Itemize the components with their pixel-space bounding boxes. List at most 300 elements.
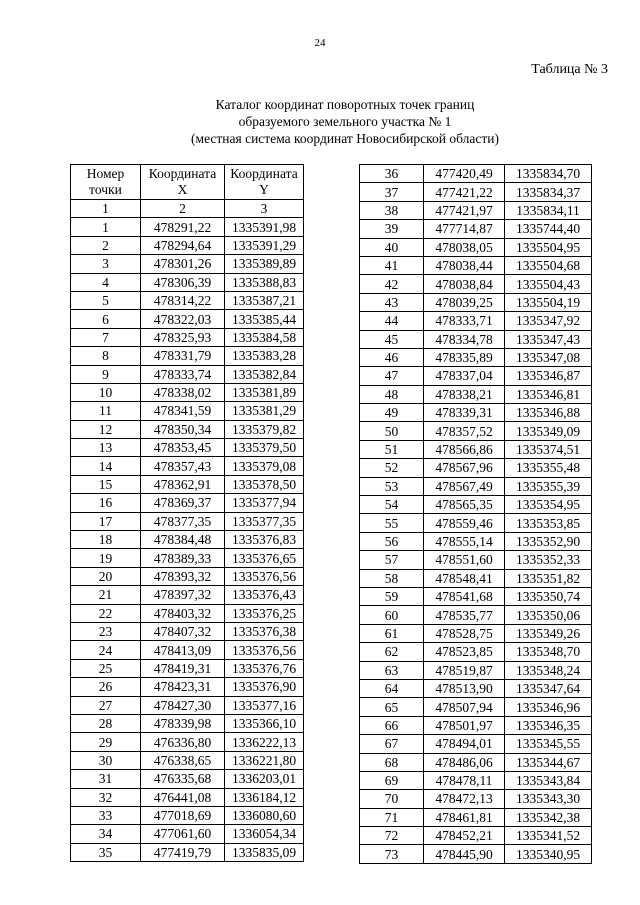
table-row: [360, 845, 592, 863]
point-number-cell: 63: [360, 661, 424, 679]
table-row: [71, 806, 304, 824]
table-row: [71, 291, 304, 309]
point-number-cell: 37: [360, 183, 424, 201]
point-number-cell: 65: [360, 698, 424, 716]
coordinate-x-cell: 477061,60: [141, 825, 225, 843]
table-row: [71, 255, 304, 273]
coordinate-x-cell: 478555,14: [424, 532, 505, 550]
coordinate-x-cell: 478413,09: [141, 641, 225, 659]
point-number-cell: 73: [360, 845, 424, 863]
table-row: [71, 714, 304, 732]
coordinate-y-cell: 1335348,24: [505, 661, 592, 679]
point-number-cell: 8: [71, 347, 141, 365]
point-number-cell: 25: [71, 659, 141, 677]
point-number-cell: 23: [71, 622, 141, 640]
coordinate-x-cell: 478389,33: [141, 549, 225, 567]
table-row: [360, 496, 592, 514]
table-row: [71, 475, 304, 493]
coordinate-y-cell: 1335379,50: [225, 439, 304, 457]
coordinate-y-cell: 1335376,76: [225, 659, 304, 677]
coordinate-y-cell: 1335342,38: [505, 808, 592, 826]
coordinate-y-cell: 1335381,29: [225, 402, 304, 420]
point-number-cell: 71: [360, 808, 424, 826]
coordinate-x-cell: 478339,31: [424, 404, 505, 422]
point-number-cell: 17: [71, 512, 141, 530]
table-row: [71, 770, 304, 788]
table-row: [71, 567, 304, 585]
table-row: [71, 383, 304, 401]
coordinate-x-cell: 478384,48: [141, 531, 225, 549]
table-row: [71, 531, 304, 549]
point-number-cell: 6: [71, 310, 141, 328]
coordinate-y-cell: 1336203,01: [225, 770, 304, 788]
point-number-cell: 34: [71, 825, 141, 843]
table-row: [71, 586, 304, 604]
coordinate-y-cell: 1335341,52: [505, 827, 592, 845]
coordinate-x-cell: 478369,37: [141, 494, 225, 512]
column-index: 1: [71, 200, 141, 218]
table-row: [71, 328, 304, 346]
coordinate-x-cell: 478478,11: [424, 771, 505, 789]
point-number-cell: 43: [360, 293, 424, 311]
coordinate-y-cell: 1335388,83: [225, 273, 304, 291]
table-row: [71, 310, 304, 328]
coordinate-y-cell: 1335350,06: [505, 606, 592, 624]
table-row: [71, 659, 304, 677]
coordinate-x-cell: 478423,31: [141, 678, 225, 696]
coordinate-x-cell: 478513,90: [424, 679, 505, 697]
coordinate-y-cell: 1335353,85: [505, 514, 592, 532]
table-row: [360, 771, 592, 789]
coordinate-x-cell: 478494,01: [424, 735, 505, 753]
table-row: [360, 532, 592, 550]
table-row: [360, 827, 592, 845]
coordinate-y-cell: 1335385,44: [225, 310, 304, 328]
coordinate-y-cell: 1335382,84: [225, 365, 304, 383]
coordinate-x-cell: 478377,35: [141, 512, 225, 530]
coordinate-y-cell: 1335340,95: [505, 845, 592, 863]
coordinate-y-cell: 1335377,35: [225, 512, 304, 530]
table-row: [71, 751, 304, 769]
coordinate-y-cell: 1335352,90: [505, 532, 592, 550]
coordinate-x-cell: 478038,44: [424, 256, 505, 274]
coordinate-y-cell: 1335376,25: [225, 604, 304, 622]
coordinate-x-cell: 477421,22: [424, 183, 505, 201]
coordinate-y-cell: 1335835,09: [225, 843, 304, 861]
point-number-cell: 54: [360, 496, 424, 514]
coordinate-x-cell: 478452,21: [424, 827, 505, 845]
coordinate-x-cell: 478333,74: [141, 365, 225, 383]
point-number-cell: 18: [71, 531, 141, 549]
coordinate-x-cell: 478528,75: [424, 624, 505, 642]
table-row: [360, 551, 592, 569]
caption-line-2: образуемого земельного участка № 1: [238, 114, 452, 129]
table-row: [360, 440, 592, 458]
point-number-cell: 58: [360, 569, 424, 587]
coordinate-y-cell: 1335376,38: [225, 622, 304, 640]
coordinate-x-cell: 476338,65: [141, 751, 225, 769]
coordinate-x-cell: 478338,02: [141, 383, 225, 401]
point-number-cell: 56: [360, 532, 424, 550]
coordinate-y-cell: 1335391,29: [225, 236, 304, 254]
coordinate-y-cell: 1335344,67: [505, 753, 592, 771]
coordinate-x-cell: 478461,81: [424, 808, 505, 826]
point-number-cell: 57: [360, 551, 424, 569]
coordinate-x-cell: 478338,21: [424, 385, 505, 403]
coordinate-y-cell: 1335349,09: [505, 422, 592, 440]
coordinate-x-cell: 478362,91: [141, 475, 225, 493]
table-row: [71, 420, 304, 438]
point-number-cell: 66: [360, 716, 424, 734]
coordinate-y-cell: 1335376,83: [225, 531, 304, 549]
coordinate-y-cell: 1335354,95: [505, 496, 592, 514]
table-row: [360, 367, 592, 385]
table-row: [71, 678, 304, 696]
coordinate-x-cell: 478486,06: [424, 753, 505, 771]
point-number-cell: 5: [71, 291, 141, 309]
coordinate-y-cell: 1335343,84: [505, 771, 592, 789]
coordinate-x-cell: 478314,22: [141, 291, 225, 309]
point-number-cell: 19: [71, 549, 141, 567]
coordinate-x-cell: 478335,89: [424, 348, 505, 366]
coordinate-y-cell: 1335346,96: [505, 698, 592, 716]
table-row: [71, 825, 304, 843]
coordinate-x-cell: 478322,03: [141, 310, 225, 328]
point-number-cell: 68: [360, 753, 424, 771]
coordinate-x-cell: 477018,69: [141, 806, 225, 824]
coordinate-x-cell: 477420,49: [424, 165, 505, 183]
coordinate-x-cell: 478325,93: [141, 328, 225, 346]
table-row: [360, 238, 592, 256]
point-number-cell: 47: [360, 367, 424, 385]
coordinate-y-cell: 1335374,51: [505, 440, 592, 458]
coordinate-y-cell: 1335352,33: [505, 551, 592, 569]
table-row: [71, 549, 304, 567]
table-row: [360, 220, 592, 238]
table-row: [360, 348, 592, 366]
table-row: [71, 218, 304, 236]
coordinate-y-cell: 1335504,95: [505, 238, 592, 256]
table-row: [71, 347, 304, 365]
coordinate-x-cell: 478566,86: [424, 440, 505, 458]
point-number-cell: 1: [71, 218, 141, 236]
point-number-cell: 22: [71, 604, 141, 622]
point-number-cell: 44: [360, 312, 424, 330]
table-row: [360, 477, 592, 495]
coordinate-y-cell: 1335350,74: [505, 587, 592, 605]
table-row: [360, 790, 592, 808]
coordinate-x-cell: 478541,68: [424, 587, 505, 605]
coordinate-y-cell: 1335383,28: [225, 347, 304, 365]
coordinate-y-cell: 1335366,10: [225, 714, 304, 732]
page-number: 24: [314, 37, 326, 49]
point-number-cell: 32: [71, 788, 141, 806]
coordinate-x-cell: 478333,71: [424, 312, 505, 330]
table-row: [360, 293, 592, 311]
coordinate-x-cell: 478445,90: [424, 845, 505, 863]
coordinate-y-cell: 1335389,89: [225, 255, 304, 273]
coordinate-y-cell: 1335345,55: [505, 735, 592, 753]
point-number-cell: 9: [71, 365, 141, 383]
point-number-cell: 42: [360, 275, 424, 293]
coordinates-table-left: [70, 164, 304, 862]
header-point-number: Номер точки: [71, 165, 141, 200]
point-number-cell: 4: [71, 273, 141, 291]
point-number-cell: 60: [360, 606, 424, 624]
coordinate-y-cell: 1335351,82: [505, 569, 592, 587]
coordinate-x-cell: 477714,87: [424, 220, 505, 238]
point-number-cell: 51: [360, 440, 424, 458]
table-row: [360, 514, 592, 532]
table-row: [71, 236, 304, 254]
coordinate-x-cell: 478535,77: [424, 606, 505, 624]
coordinate-y-cell: 1335355,48: [505, 459, 592, 477]
point-number-cell: 59: [360, 587, 424, 605]
table-row: [360, 404, 592, 422]
coordinate-y-cell: 1335347,92: [505, 312, 592, 330]
point-number-cell: 36: [360, 165, 424, 183]
column-index: 2: [141, 200, 225, 218]
coordinate-x-cell: 477421,97: [424, 201, 505, 219]
coordinate-y-cell: 1336184,12: [225, 788, 304, 806]
table-row: [360, 275, 592, 293]
point-number-cell: 7: [71, 328, 141, 346]
table-row: [360, 330, 592, 348]
coordinate-y-cell: 1336221,80: [225, 751, 304, 769]
coordinate-y-cell: 1335379,08: [225, 457, 304, 475]
point-number-cell: 49: [360, 404, 424, 422]
point-number-cell: 62: [360, 643, 424, 661]
coordinate-x-cell: 478357,52: [424, 422, 505, 440]
coordinate-y-cell: 1335384,58: [225, 328, 304, 346]
column-index-row: [71, 200, 304, 218]
table-row: [360, 643, 592, 661]
coordinate-y-cell: 1335387,21: [225, 291, 304, 309]
coordinate-y-cell: 1335504,19: [505, 293, 592, 311]
table-row: [360, 624, 592, 642]
coordinate-y-cell: 1335378,50: [225, 475, 304, 493]
coordinate-y-cell: 1335346,88: [505, 404, 592, 422]
coordinate-x-cell: 478334,78: [424, 330, 505, 348]
table-row: [360, 735, 592, 753]
table-row: [71, 273, 304, 291]
coordinate-x-cell: 478339,98: [141, 714, 225, 732]
coordinate-y-cell: 1335381,89: [225, 383, 304, 401]
coordinate-y-cell: 1336054,34: [225, 825, 304, 843]
coordinate-x-cell: 476335,68: [141, 770, 225, 788]
point-number-cell: 41: [360, 256, 424, 274]
coordinate-y-cell: 1335376,56: [225, 567, 304, 585]
coordinate-y-cell: 1335343,30: [505, 790, 592, 808]
point-number-cell: 72: [360, 827, 424, 845]
point-number-cell: 39: [360, 220, 424, 238]
table-row: [360, 716, 592, 734]
point-number-cell: 3: [71, 255, 141, 273]
header-coordinate-x: Координата X: [141, 165, 225, 200]
table-row: [71, 843, 304, 861]
table-row: [71, 494, 304, 512]
coordinate-y-cell: 1335355,39: [505, 477, 592, 495]
coordinate-y-cell: 1335346,87: [505, 367, 592, 385]
table-row: [71, 402, 304, 420]
table-row: [71, 696, 304, 714]
table-row: [360, 698, 592, 716]
coordinate-y-cell: 1335346,35: [505, 716, 592, 734]
table-row: [360, 753, 592, 771]
point-number-cell: 16: [71, 494, 141, 512]
coordinate-y-cell: 1336222,13: [225, 733, 304, 751]
point-number-cell: 13: [71, 439, 141, 457]
column-index: 3: [225, 200, 304, 218]
coordinate-y-cell: 1335744,40: [505, 220, 592, 238]
point-number-cell: 12: [71, 420, 141, 438]
table-row: [360, 201, 592, 219]
coordinate-y-cell: 1336080,60: [225, 806, 304, 824]
coordinate-y-cell: 1335379,82: [225, 420, 304, 438]
coordinate-x-cell: 478341,59: [141, 402, 225, 420]
point-number-cell: 50: [360, 422, 424, 440]
table-row: [71, 439, 304, 457]
table-row: [71, 512, 304, 530]
point-number-cell: 67: [360, 735, 424, 753]
point-number-cell: 28: [71, 714, 141, 732]
coordinate-x-cell: 478519,87: [424, 661, 505, 679]
table-row: [71, 622, 304, 640]
coordinate-x-cell: 478393,32: [141, 567, 225, 585]
coordinate-x-cell: 478397,32: [141, 586, 225, 604]
point-number-cell: 70: [360, 790, 424, 808]
coordinate-y-cell: 1335834,70: [505, 165, 592, 183]
coordinate-y-cell: 1335376,56: [225, 641, 304, 659]
point-number-cell: 21: [71, 586, 141, 604]
coordinate-x-cell: 476336,80: [141, 733, 225, 751]
table-row: [360, 165, 592, 183]
table-row: [71, 788, 304, 806]
point-number-cell: 27: [71, 696, 141, 714]
coordinate-x-cell: 478306,39: [141, 273, 225, 291]
coordinate-x-cell: 478337,04: [424, 367, 505, 385]
coordinate-y-cell: 1335346,81: [505, 385, 592, 403]
coordinate-x-cell: 478419,31: [141, 659, 225, 677]
point-number-cell: 11: [71, 402, 141, 420]
point-number-cell: 24: [71, 641, 141, 659]
table-caption: [100, 96, 590, 147]
table-row: [360, 459, 592, 477]
coordinate-x-cell: 477419,79: [141, 843, 225, 861]
coordinate-x-cell: 478567,96: [424, 459, 505, 477]
coordinate-y-cell: 1335391,98: [225, 218, 304, 236]
coordinate-x-cell: 478472,13: [424, 790, 505, 808]
header-row: [71, 165, 304, 200]
coordinate-x-cell: 478350,34: [141, 420, 225, 438]
coordinate-x-cell: 478523,85: [424, 643, 505, 661]
coordinate-y-cell: 1335376,90: [225, 678, 304, 696]
point-number-cell: 15: [71, 475, 141, 493]
coordinate-x-cell: 478427,30: [141, 696, 225, 714]
table-row: [71, 604, 304, 622]
table-row: [360, 679, 592, 697]
coordinate-y-cell: 1335347,43: [505, 330, 592, 348]
coordinate-x-cell: 478501,97: [424, 716, 505, 734]
coordinate-x-cell: 478038,84: [424, 275, 505, 293]
table-row: [71, 641, 304, 659]
point-number-cell: 40: [360, 238, 424, 256]
point-number-cell: 52: [360, 459, 424, 477]
point-number-cell: 33: [71, 806, 141, 824]
coordinate-x-cell: 478548,41: [424, 569, 505, 587]
table-row: [360, 183, 592, 201]
caption-line-3: (местная система координат Новосибирской области): [191, 131, 499, 146]
coordinate-y-cell: 1335504,68: [505, 256, 592, 274]
coordinate-y-cell: 1335834,37: [505, 183, 592, 201]
table-row: [71, 733, 304, 751]
coordinate-y-cell: 1335376,65: [225, 549, 304, 567]
point-number-cell: 29: [71, 733, 141, 751]
table-row: [360, 312, 592, 330]
point-number-cell: 48: [360, 385, 424, 403]
point-number-cell: 53: [360, 477, 424, 495]
table-row: [360, 587, 592, 605]
coordinate-y-cell: 1335504,43: [505, 275, 592, 293]
coordinate-x-cell: 478294,64: [141, 236, 225, 254]
coordinate-x-cell: 478039,25: [424, 293, 505, 311]
coordinate-x-cell: 476441,08: [141, 788, 225, 806]
point-number-cell: 55: [360, 514, 424, 532]
coordinate-x-cell: 478567,49: [424, 477, 505, 495]
coordinate-x-cell: 478331,79: [141, 347, 225, 365]
coordinate-x-cell: 478407,32: [141, 622, 225, 640]
table-label: Таблица № 3: [531, 62, 608, 77]
coordinates-table-right: [359, 164, 592, 864]
point-number-cell: 61: [360, 624, 424, 642]
coordinate-y-cell: 1335347,64: [505, 679, 592, 697]
point-number-cell: 64: [360, 679, 424, 697]
point-number-cell: 38: [360, 201, 424, 219]
point-number-cell: 35: [71, 843, 141, 861]
coordinate-x-cell: 478559,46: [424, 514, 505, 532]
coordinate-x-cell: 478038,05: [424, 238, 505, 256]
coordinate-y-cell: 1335377,16: [225, 696, 304, 714]
table-row: [360, 422, 592, 440]
point-number-cell: 26: [71, 678, 141, 696]
coordinate-y-cell: 1335349,26: [505, 624, 592, 642]
caption-line-1: Каталог координат поворотных точек границ: [215, 97, 475, 112]
point-number-cell: 30: [71, 751, 141, 769]
point-number-cell: 31: [71, 770, 141, 788]
coordinate-x-cell: 478565,35: [424, 496, 505, 514]
table-row: [360, 569, 592, 587]
coordinate-x-cell: 478301,26: [141, 255, 225, 273]
coordinate-x-cell: 478357,43: [141, 457, 225, 475]
table-row: [360, 661, 592, 679]
point-number-cell: 69: [360, 771, 424, 789]
table-row: [71, 457, 304, 475]
coordinate-x-cell: 478291,22: [141, 218, 225, 236]
point-number-cell: 46: [360, 348, 424, 366]
coordinate-x-cell: 478353,45: [141, 439, 225, 457]
coordinate-y-cell: 1335377,94: [225, 494, 304, 512]
coordinate-y-cell: 1335347,08: [505, 348, 592, 366]
coordinate-x-cell: 478403,32: [141, 604, 225, 622]
table-row: [360, 256, 592, 274]
coordinate-y-cell: 1335376,43: [225, 586, 304, 604]
coordinate-y-cell: 1335348,70: [505, 643, 592, 661]
coordinate-x-cell: 478507,94: [424, 698, 505, 716]
header-coordinate-y: Координата Y: [225, 165, 304, 200]
point-number-cell: 2: [71, 236, 141, 254]
table-row: [360, 385, 592, 403]
point-number-cell: 45: [360, 330, 424, 348]
